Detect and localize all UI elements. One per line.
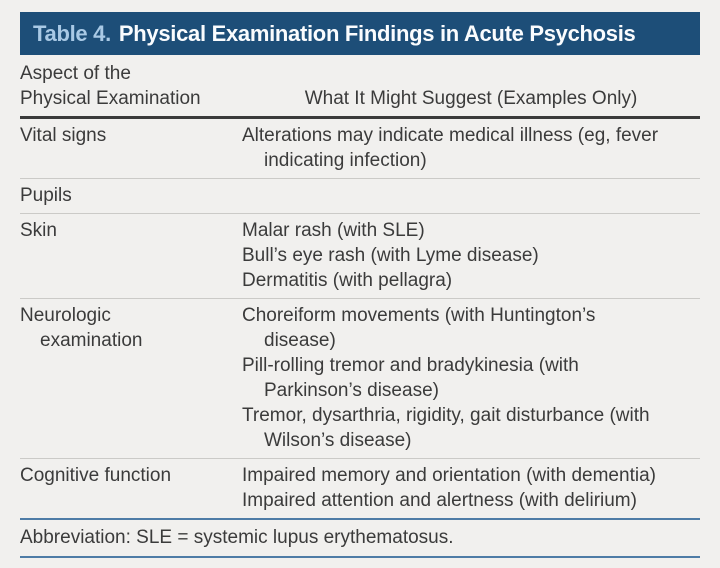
column-header-aspect-line: Aspect of the	[20, 63, 131, 84]
table-title-text: Physical Examination Findings in Acute Psychosis	[118, 20, 636, 46]
table-row-vital-signs	[20, 119, 700, 178]
finding-text: Tremor, dysarthria, rigidity, gait disturbance (with	[242, 405, 650, 426]
findings-cell	[242, 218, 700, 293]
aspect-cell	[20, 463, 242, 513]
finding-text: Choreiform movements (with Huntington’s	[242, 305, 596, 326]
aspect-text: Neurologic	[20, 305, 111, 326]
column-header-aspect-line: Physical Examination	[20, 88, 201, 109]
finding-text: Pill-rolling tremor and bradykinesia (with	[242, 355, 579, 376]
table-4	[20, 12, 700, 558]
aspect-cell	[20, 218, 242, 293]
finding-text: Wilson’s disease)	[264, 430, 412, 451]
column-header-aspect	[20, 61, 242, 111]
table-row-pupils	[20, 178, 700, 213]
aspect-text: Pupils	[20, 185, 72, 206]
finding-text: Alterations may indicate medical illness (eg, fever	[242, 125, 659, 146]
findings-cell	[242, 183, 700, 208]
findings-cell	[242, 303, 700, 453]
aspect-text: examination	[40, 330, 143, 351]
finding-text: Parkinson’s disease)	[264, 380, 439, 401]
finding-text: indicating infection)	[264, 150, 427, 171]
aspect-cell	[20, 183, 242, 208]
finding-text: Impaired memory and orientation (with dementia)	[242, 465, 656, 486]
finding-text: Impaired attention and alertness (with delirium)	[242, 490, 637, 511]
finding-text: disease)	[264, 330, 336, 351]
column-header-suggest: What It Might Suggest (Examples Only)	[304, 88, 638, 109]
footnote-bottom-divider	[20, 556, 700, 558]
aspect-cell	[20, 123, 242, 173]
table-row-skin	[20, 213, 700, 298]
aspect-text: Vital signs	[20, 125, 107, 146]
finding-text: Dermatitis (with pellagra)	[242, 270, 453, 291]
findings-cell	[242, 123, 700, 173]
findings-cell	[242, 463, 700, 513]
table-number-label: Table 4.	[33, 20, 111, 46]
finding-text: Bull’s eye rash (with Lyme disease)	[242, 245, 539, 266]
table-row-neurologic-examination	[20, 298, 700, 458]
aspect-cell	[20, 303, 242, 453]
column-headers	[20, 55, 700, 116]
aspect-text: Cognitive function	[20, 465, 172, 486]
aspect-text: Skin	[20, 220, 57, 241]
finding-text: Malar rash (with SLE)	[242, 220, 425, 241]
footnote: Abbreviation: SLE = systemic lupus erythematosus.	[20, 527, 454, 548]
table-row-cognitive-function	[20, 458, 700, 518]
table-title-bar	[20, 12, 700, 55]
